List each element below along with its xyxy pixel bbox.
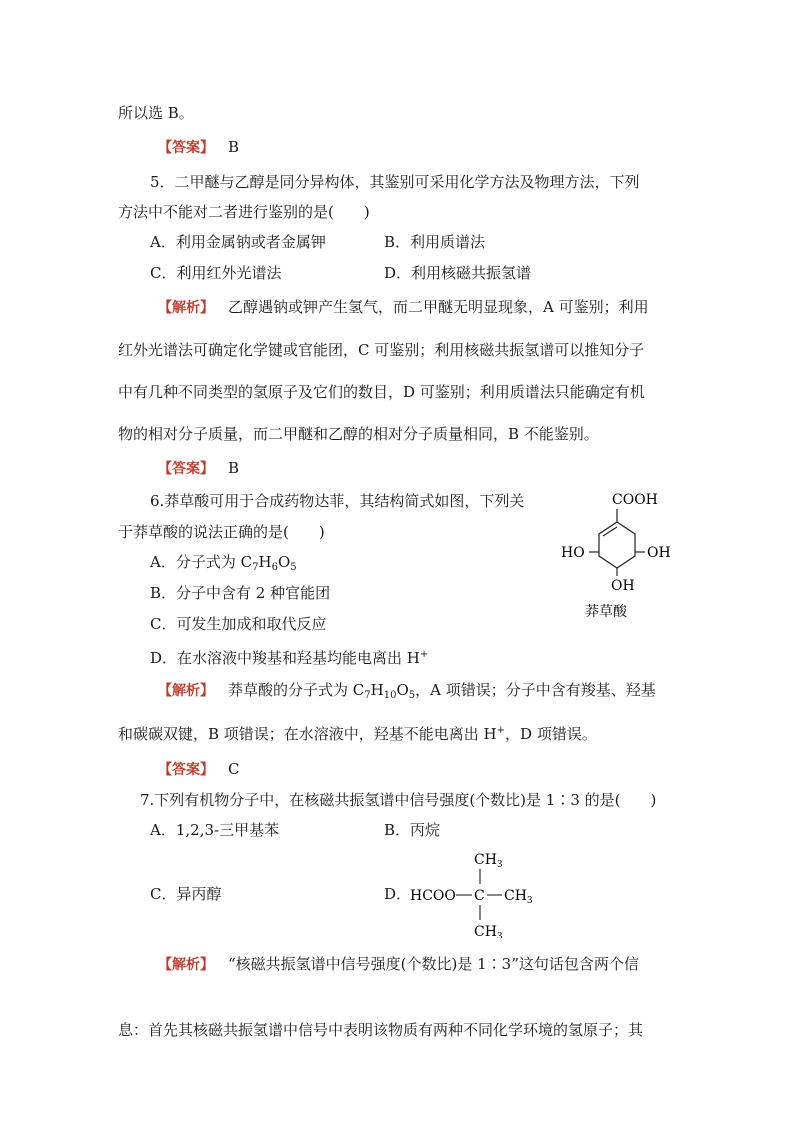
q5-option-d: D．利用核磁共振氢谱 (384, 264, 532, 282)
struct-cooh-label: COOH (612, 492, 658, 508)
q6-answer (158, 759, 239, 780)
double-bond (603, 527, 617, 536)
analysis-text: 乙醇遇钠或钾产生氢气，而二甲醚无明显现象，A 可鉴别；利用 (228, 298, 649, 316)
q7-option-d: D． (384, 885, 412, 903)
q5-analysis-line-1 (158, 297, 649, 318)
answer-value: B (228, 459, 240, 477)
q6-stem-line-1: 6.莽草酸可用于合成药物达菲，其结构简式如图，下列关 (150, 492, 525, 510)
q5-answer (158, 458, 239, 479)
q5-analysis-line-2: 红外光谱法可确定化学键或官能团，C 可鉴别；利用核磁共振氢谱可以推知分子 (118, 341, 645, 359)
struct-caption: 莽草酸 (585, 604, 627, 620)
struct-oh-bottom-label: OH (611, 578, 635, 594)
q6-option-a: A．分子式为 $C_7H_6O_5$ (150, 553, 297, 573)
struct-ho-label: HO (561, 545, 585, 561)
central-c: C (474, 888, 485, 904)
answer-label: 【答案】 (158, 461, 214, 477)
analysis-label: 【解析】 (158, 957, 214, 973)
q7-analysis-line-1: 【解析】 “核磁共振氢谱中信号强度(个数比)是 1∶3”这句话包含两个信 (158, 955, 639, 973)
analysis-label: 【解析】 (158, 300, 214, 316)
q4-answer (158, 137, 239, 158)
q7-stem: 7.下列有机物分子中，在核磁共振氢谱中信号强度(个数比)是 1∶3 的是( ) (140, 791, 657, 809)
q7-option-b: B．丙烷 (384, 821, 441, 839)
q6-option-b: B．分子中含有 2 种官能团 (150, 584, 331, 602)
ring (599, 522, 635, 568)
q7-option-c: C．异丙醇 (150, 885, 222, 903)
q6-option-c: C．可发生加成和取代反应 (150, 615, 327, 633)
analysis-label: 【解析】 (158, 683, 214, 699)
ch3-bottom: $CH_3$ (474, 924, 503, 938)
answer-label: 【答案】 (158, 140, 214, 156)
ch3-top: $CH_3$ (474, 852, 503, 870)
q7-option-d-formula (408, 848, 538, 938)
shikimic-acid-structure (555, 484, 685, 624)
answer-value: C (228, 760, 240, 778)
q5-analysis-line-3: 中有几种不同类型的氢原子及它们的数目，D 可鉴别；利用质谱法只能确定有机 (118, 383, 645, 401)
q7-option-a: A．1,2,3-三甲基苯 (150, 821, 280, 839)
struct-oh-right-label: OH (647, 545, 671, 561)
hcoo-label: HCOO (410, 888, 456, 904)
q5-analysis-line-4: 物的相对分子质量，而二甲醚和乙醇的相对分子质量相同，B 不能鉴别。 (118, 425, 599, 443)
q7-analysis-line-2: 息：首先其核磁共振氢谱中信号中表明该物质有两种不同化学环境的氢原子；其 (118, 1021, 644, 1039)
answer-value: B (228, 138, 240, 156)
q5-option-b: B．利用质谱法 (384, 233, 486, 251)
q6-stem-line-2: 于莽草酸的说法正确的是( ) (118, 523, 325, 541)
ch3-right: $CH_3$ (504, 888, 533, 906)
q6-analysis-line-1: 【解析】 莽草酸的分子式为 $C_7H_{10}O_5$，A 项错误；分子中含有羧基、羟基 (158, 681, 656, 701)
q5-stem-line-1: 5．二甲醚与乙醇是同分异构体，其鉴别可采用化学方法及物理方法，下列 (150, 173, 640, 191)
q5-option-c: C．利用红外光谱法 (150, 264, 282, 282)
q6-option-d: D．在水溶液中羧基和羟基均能电离出 H+ (150, 649, 429, 667)
answer-label: 【答案】 (158, 762, 214, 778)
q5-option-a: A．利用金属钠或者金属钾 (150, 233, 326, 251)
q5-stem-line-2: 方法中不能对二者进行鉴别的是( ) (118, 203, 370, 221)
continuation-text: 所以选 B。 (118, 104, 194, 122)
q6-analysis-line-2: 和碳碳双键，B 项错误；在水溶液中，羟基不能电离出 H+，D 项错误。 (118, 725, 597, 743)
